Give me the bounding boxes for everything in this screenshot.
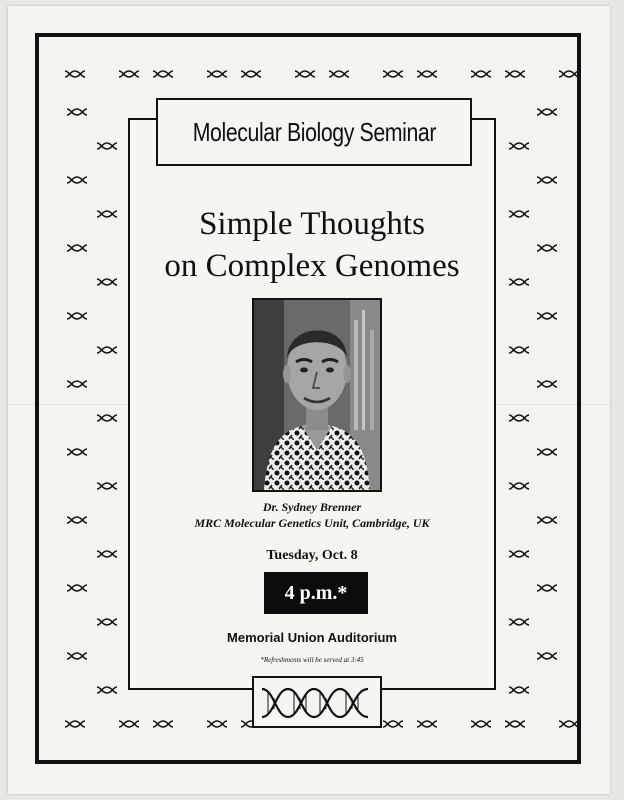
dna-helix-icon: [96, 344, 118, 356]
dna-helix-icon: [508, 344, 530, 356]
dna-helix-icon: [508, 208, 530, 220]
speaker-name: Dr. Sydney Brenner: [262, 500, 362, 514]
dna-helix-icon: [96, 548, 118, 560]
dna-helix-icon: [96, 276, 118, 288]
dna-helix-icon: [66, 174, 88, 186]
dna-helix-icon: [508, 684, 530, 696]
dna-helix-icon: [96, 616, 118, 628]
dna-helix-icon: [504, 68, 526, 80]
dna-helix-icon: [96, 208, 118, 220]
dna-helix-icon: [416, 68, 438, 80]
dna-helix-icon: [382, 68, 404, 80]
double-helix-logo-icon: [258, 681, 376, 723]
refreshments-note: *Refreshments will be served at 3:45: [260, 656, 364, 664]
speaker-affiliation: MRC Molecular Genetics Unit, Cambridge, UK: [194, 516, 430, 530]
dna-helix-icon: [536, 106, 558, 118]
dna-helix-icon: [470, 718, 492, 730]
dna-helix-icon: [240, 68, 262, 80]
talk-title-line1: Simple Thoughts: [199, 206, 425, 242]
dna-helix-icon: [152, 718, 174, 730]
dna-helix-icon: [508, 616, 530, 628]
poster-sheet: [8, 6, 610, 794]
dna-helix-icon: [508, 140, 530, 152]
seminar-date: Tuesday, Oct. 8: [266, 548, 358, 563]
speaker-portrait-icon: [254, 300, 380, 490]
dna-helix-icon: [508, 276, 530, 288]
speaker-photo: [252, 298, 382, 492]
dna-helix-icon: [118, 68, 140, 80]
seminar-time-badge: [264, 572, 368, 614]
dna-helix-icon: [558, 68, 580, 80]
dna-helix-icon: [66, 650, 88, 662]
dna-helix-icon: [294, 68, 316, 80]
dna-helix-icon: [536, 446, 558, 458]
dna-helix-icon: [536, 514, 558, 526]
dna-helix-icon: [536, 242, 558, 254]
dna-helix-icon: [96, 480, 118, 492]
dna-helix-icon: [66, 106, 88, 118]
dna-helix-icon: [416, 718, 438, 730]
dna-helix-icon: [152, 68, 174, 80]
seminar-time: 4 p.m.*: [284, 581, 348, 604]
dna-helix-icon: [504, 718, 526, 730]
dna-helix-icon: [536, 582, 558, 594]
talk-title-line2: on Complex Genomes: [164, 248, 460, 284]
dna-helix-icon: [96, 140, 118, 152]
dna-helix-icon: [558, 718, 580, 730]
dna-helix-icon: [470, 68, 492, 80]
dna-helix-icon: [66, 514, 88, 526]
dna-helix-icon: [66, 446, 88, 458]
dna-helix-icon: [536, 310, 558, 322]
dna-helix-icon: [536, 378, 558, 390]
dna-helix-icon: [508, 412, 530, 424]
dna-helix-icon: [206, 68, 228, 80]
dna-helix-icon: [66, 378, 88, 390]
seminar-series-title: Molecular Biology Seminar: [192, 116, 436, 147]
dna-helix-icon: [328, 68, 350, 80]
dna-helix-icon: [118, 718, 140, 730]
dna-helix-icon: [64, 718, 86, 730]
dna-helix-icon: [66, 582, 88, 594]
dna-helix-icon: [66, 242, 88, 254]
double-helix-logo: [252, 676, 382, 728]
dna-helix-icon: [382, 718, 404, 730]
seminar-venue: Memorial Union Auditorium: [227, 630, 397, 645]
dna-helix-icon: [96, 684, 118, 696]
dna-helix-icon: [508, 548, 530, 560]
dna-helix-icon: [64, 68, 86, 80]
dna-helix-icon: [206, 718, 228, 730]
dna-helix-icon: [66, 310, 88, 322]
seminar-header-box: [156, 98, 472, 166]
dna-helix-icon: [508, 480, 530, 492]
dna-helix-icon: [536, 174, 558, 186]
dna-helix-icon: [96, 412, 118, 424]
dna-helix-icon: [536, 650, 558, 662]
